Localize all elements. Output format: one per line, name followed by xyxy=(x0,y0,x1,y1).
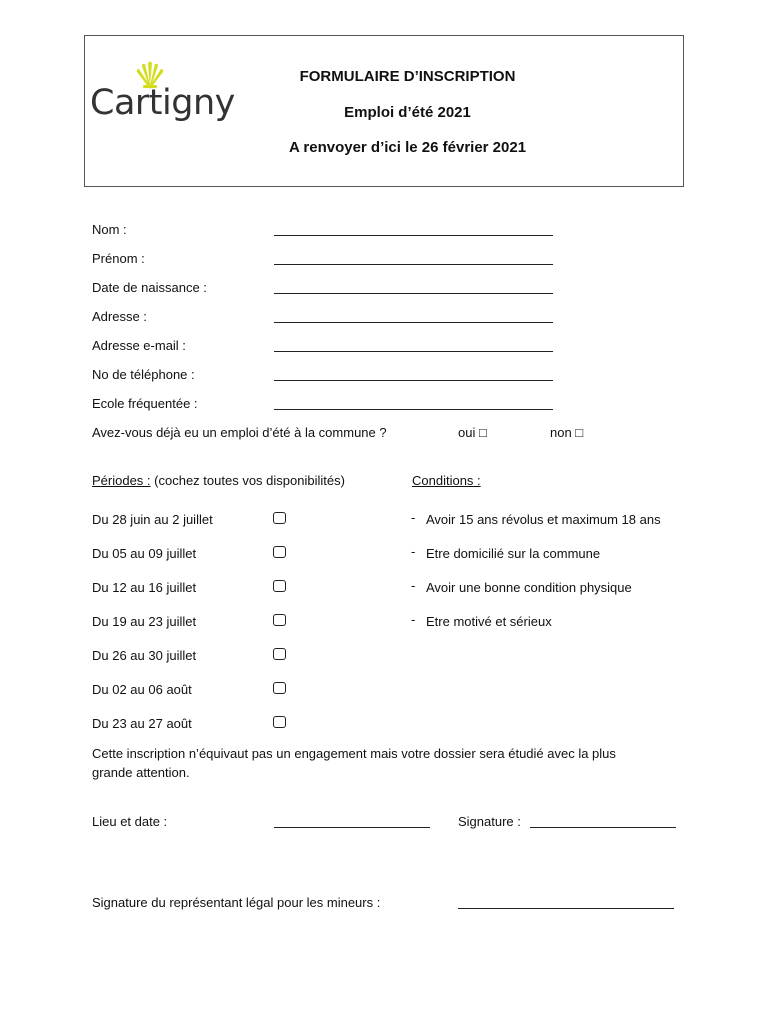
condition-2: Etre domicilié sur la commune xyxy=(426,546,601,561)
form-subtitle: Emploi d’été 2021 xyxy=(344,104,471,121)
periods-heading-label: Périodes : xyxy=(92,473,151,488)
field-line-email[interactable] xyxy=(274,351,553,352)
field-label-email: Adresse e-mail : xyxy=(92,338,186,353)
period-checkbox-2[interactable] xyxy=(273,546,286,558)
condition-bullet-1: - xyxy=(411,510,416,525)
field-label-birthdate: Date de naissance : xyxy=(92,280,207,295)
field-label-school: Ecole fréquentée : xyxy=(92,396,198,411)
condition-bullet-2: - xyxy=(411,544,416,559)
answer-yes-checkbox[interactable]: oui □ xyxy=(458,425,487,440)
period-checkbox-3[interactable] xyxy=(273,580,286,592)
condition-1: Avoir 15 ans révolus et maximum 18 ans xyxy=(426,512,661,527)
field-line-nom[interactable] xyxy=(274,235,553,236)
signature-label: Signature : xyxy=(458,814,521,829)
previous-job-question: Avez-vous déjà eu un emploi d’été à la commune ? xyxy=(92,425,387,440)
field-line-school[interactable] xyxy=(274,409,553,410)
conditions-heading xyxy=(412,474,481,487)
answer-no-checkbox[interactable]: non □ xyxy=(550,425,584,440)
conditions-heading-label: Conditions xyxy=(412,473,474,488)
period-label-1: Du 28 juin au 2 juillet xyxy=(92,512,213,527)
logo-wordmark: Cartigny xyxy=(90,83,235,123)
period-label-6: Du 02 au 06 août xyxy=(92,682,192,697)
period-label-3: Du 12 au 16 juillet xyxy=(92,580,197,595)
form-deadline: A renvoyer d’ici le 26 février 2021 xyxy=(288,139,527,156)
period-label-5: Du 26 au 30 juillet xyxy=(92,648,197,663)
conditions-heading-colon: : xyxy=(473,473,481,488)
form-title: FORMULAIRE D’INSCRIPTION xyxy=(299,68,516,85)
guardian-signature-line[interactable] xyxy=(458,908,674,909)
period-label-7: Du 23 au 27 août xyxy=(92,716,192,731)
period-label-2: Du 05 au 09 juillet xyxy=(92,546,197,561)
period-label-4: Du 19 au 23 juillet xyxy=(92,614,197,629)
note-line-1: Cette inscription n’équivaut pas un engagement mais votre dossier sera étudié avec la plus xyxy=(92,746,616,761)
field-line-birthdate[interactable] xyxy=(274,293,553,294)
field-line-prenom[interactable] xyxy=(274,264,553,265)
condition-bullet-4: - xyxy=(411,612,416,627)
place-date-line[interactable] xyxy=(274,827,430,828)
periods-hint: (cochez toutes vos disponibilités) xyxy=(150,473,345,488)
field-label-address: Adresse : xyxy=(92,309,147,324)
field-label-phone: No de téléphone : xyxy=(92,367,195,382)
note-line-2: grande attention. xyxy=(92,765,190,780)
period-checkbox-5[interactable] xyxy=(273,648,286,660)
period-checkbox-4[interactable] xyxy=(273,614,286,626)
period-checkbox-6[interactable] xyxy=(273,682,286,694)
condition-bullet-3: - xyxy=(411,578,416,593)
condition-3: Avoir une bonne condition physique xyxy=(426,580,632,595)
field-label-prenom: Prénom : xyxy=(92,251,145,266)
field-line-phone[interactable] xyxy=(274,380,553,381)
period-checkbox-1[interactable] xyxy=(273,512,286,524)
field-label-nom: Nom : xyxy=(92,222,127,237)
condition-4: Etre motivé et sérieux xyxy=(426,614,552,629)
period-checkbox-7[interactable] xyxy=(273,716,286,728)
field-line-address[interactable] xyxy=(274,322,553,323)
guardian-signature-label: Signature du représentant légal pour les mineurs : xyxy=(92,895,381,910)
signature-line[interactable] xyxy=(530,827,676,828)
place-date-label: Lieu et date : xyxy=(92,814,168,829)
periods-heading xyxy=(92,474,345,487)
